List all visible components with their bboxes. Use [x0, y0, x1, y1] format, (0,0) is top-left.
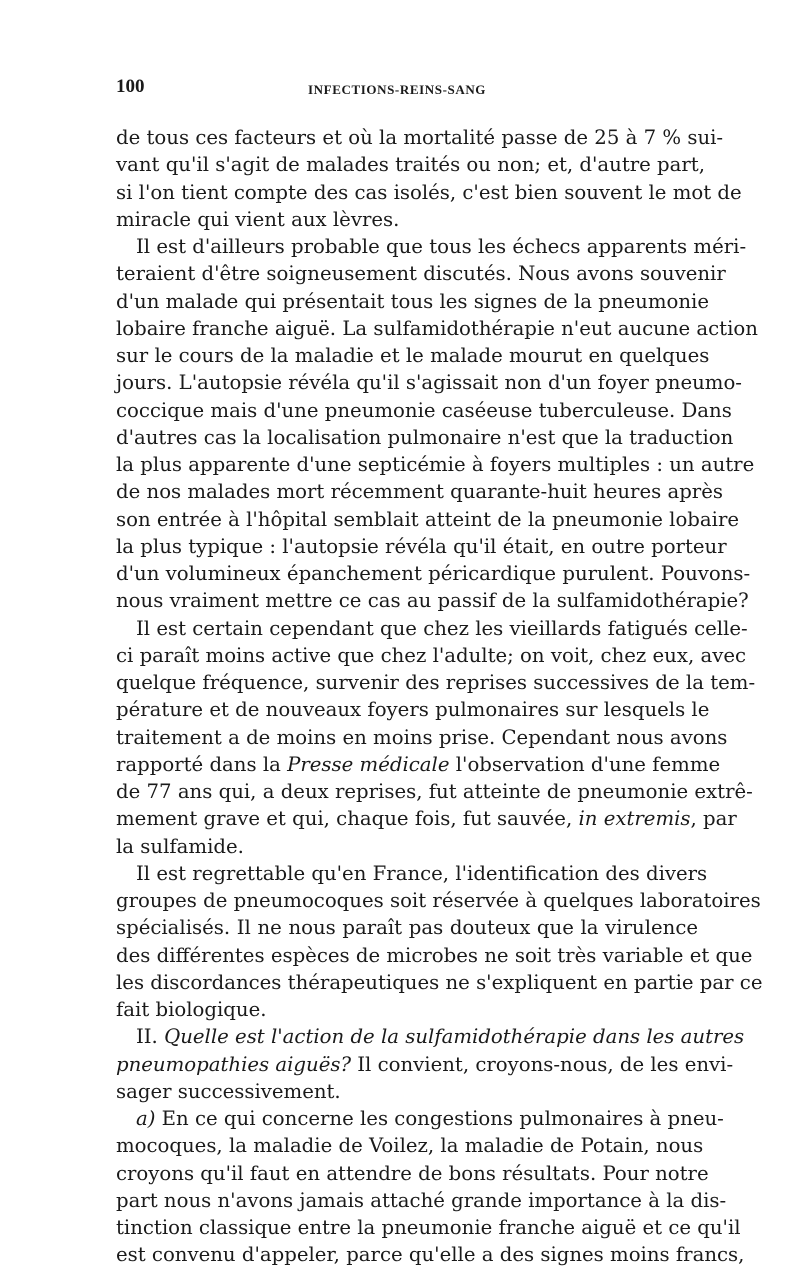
text-run: rapporté dans la — [116, 752, 288, 776]
text-line: jours. L'autopsie révéla qu'il s'agissait non d'un foyer pneumo- — [116, 371, 742, 395]
text-line: les discordances thérapeutiques ne s'expliquent en partie par ce — [116, 970, 763, 994]
text-line: Il est certain cependant que chez les vieillards fatigués celle- — [136, 616, 748, 640]
text-line-mixed — [116, 1105, 724, 1132]
text-line: quelque fréquence, survenir des reprises successives de la tem- — [116, 671, 756, 694]
text-line-mixed — [116, 805, 737, 832]
italic-run: Quelle est l'action de la sulfamidothérapie dans les autres — [164, 1025, 745, 1049]
italic-run: a) — [136, 1107, 156, 1130]
text-run: Il convient, croyons-nous, de les envi- — [351, 1052, 734, 1076]
text-line: la plus typique : l'autopsie révéla qu'il était, en outre porteur — [116, 534, 727, 558]
text-run: En ce qui concerne les congestions pulmonaires à pneu- — [155, 1107, 724, 1130]
text-line: de tous ces facteurs et où la mortalité passe de 25 à 7 % sui- — [116, 126, 724, 149]
text-line-mixed — [116, 1023, 745, 1050]
text-line: est convenu d'appeler, parce qu'elle a des signes moins francs, — [116, 1243, 745, 1267]
text-line: de 77 ans qui, a deux reprises, fut atteinte de pneumonie extrê- — [116, 780, 753, 803]
page-number: 100 — [116, 76, 145, 97]
text-line: teraient d'être soigneusement discutés. Nous avons souvenir — [116, 262, 726, 286]
text-line: pérature et de nouveaux foyers pulmonaires sur lesquels le — [116, 698, 710, 722]
text-line: coccique mais d'une pneumonie caséeuse tuberculeuse. Dans — [116, 398, 732, 422]
text-run: , par — [690, 807, 737, 831]
text-line: des différentes espèces de microbes ne soit très variable et que — [116, 943, 753, 967]
text-line: part nous n'avons jamais attaché grande importance à la dis- — [116, 1188, 727, 1212]
text-line: groupes de pneumocoques soit réservée à quelques laboratoires — [116, 889, 761, 912]
text-line: d'autres cas la localisation pulmonaire n'est que la traduction — [116, 425, 734, 449]
text-line: d'un malade qui présentait tous les signes de la pneumonie — [116, 289, 710, 313]
text-line: nous vraiment mettre ce cas au passif de la sulfamidothérapie? — [116, 589, 749, 613]
body-text — [116, 124, 763, 1269]
text-line: sur le cours de la maladie et le malade mourut en quelques — [116, 344, 710, 367]
text-line: d'un volumineux épanchement péricardique purulent. Pouvons- — [116, 562, 751, 585]
italic-run: pneumopathies aiguës? — [116, 1052, 352, 1076]
text-line: lobaire franche aiguë. La sulfamidothérapie n'eut aucune action — [116, 316, 758, 340]
text-line: son entrée à l'hôpital semblait atteint de la pneumonie lobaire — [116, 507, 740, 531]
section-number: II. — [136, 1025, 165, 1049]
italic-run: Presse médicale — [287, 752, 450, 776]
text-line: spécialisés. Il ne nous paraît pas douteux que la virulence — [116, 916, 698, 940]
text-line: de nos malades mort récemment quarante-huit heures après — [116, 480, 723, 504]
text-line: traitement a de moins en moins prise. Cependant nous avons — [116, 725, 728, 749]
text-line: sager successivement. — [116, 1079, 341, 1103]
text-line: croyons qu'il faut en attendre de bons résultats. Pour notre — [116, 1161, 709, 1185]
text-line: fait biologique. — [116, 998, 267, 1021]
text-line: la sulfamide. — [116, 834, 244, 858]
text-line: miracle qui vient aux lèvres. — [116, 207, 400, 231]
text-line: mocoques, la maladie de Voilez, la maladie de Potain, nous — [116, 1134, 704, 1158]
text-line-mixed — [116, 1051, 734, 1078]
text-line: Il est regrettable qu'en France, l'identification des divers — [136, 861, 708, 885]
book-page — [116, 72, 763, 1269]
text-line: ci paraît moins active que chez l'adulte; on voit, chez eux, avec — [116, 643, 747, 667]
text-line: tinction classique entre la pneumonie franche aiguë et ce qu'il — [116, 1216, 741, 1239]
running-title: INFECTIONS-REINS-SANG — [308, 82, 487, 97]
text-run: l'observation d'une femme — [449, 752, 721, 776]
text-line-mixed — [116, 751, 721, 778]
text-line: si l'on tient compte des cas isolés, c'est bien souvent le mot de — [116, 180, 742, 204]
italic-run: in extremis — [578, 807, 691, 831]
running-head — [116, 72, 698, 102]
text-run: mement grave et qui, chaque fois, fut sauvée, — [116, 807, 579, 831]
text-line: la plus apparente d'une septicémie à foyers multiples : un autre — [116, 453, 755, 476]
text-line: vant qu'il s'agit de malades traités ou non; et, d'autre part, — [116, 153, 705, 177]
text-line: Il est d'ailleurs probable que tous les échecs apparents méri- — [136, 235, 747, 258]
